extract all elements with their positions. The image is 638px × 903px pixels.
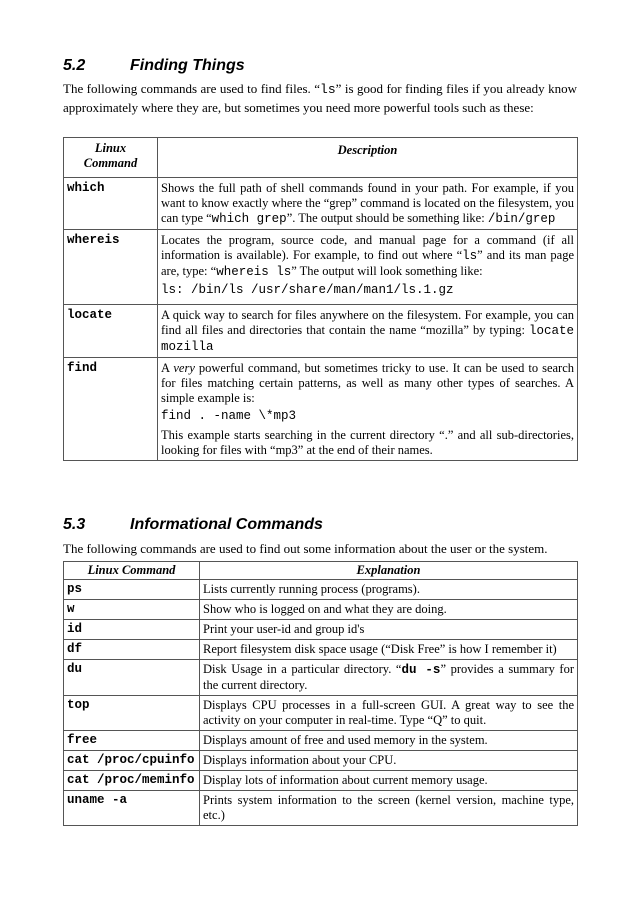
section-number: 5.2 (63, 57, 86, 74)
table-header-row (64, 562, 578, 580)
description-cell: Shows the full path of shell commands found in your path. For example, if you want to know exactly where the “grep” command is located on the filesystem, you can type “which grep”. The output should be something like: /bin/grep (158, 178, 578, 230)
code-example: find . -name \*mp3 (161, 409, 297, 423)
explanation-cell: Disk Usage in a particular directory. “du -s” provides a summary for the current directory. (200, 660, 578, 696)
section-title: Finding Things (130, 57, 245, 74)
command-cell: cat /proc/meminfo (64, 771, 200, 791)
command-cell: top (64, 696, 200, 731)
explanation-cell: Prints system information to the screen (kernel version, machine type, etc.) (200, 791, 578, 826)
table-row (64, 696, 578, 731)
explanation-cell: Displays information about your CPU. (200, 751, 578, 771)
table-row (64, 640, 578, 660)
column-header: Explanation (200, 562, 578, 580)
command-cell: which (64, 178, 158, 230)
description-text: This example starts searching in the current directory “.” and all sub-directories, looking for files with “mp3” at the end of their names. (161, 428, 574, 457)
command-cell: uname -a (64, 791, 200, 826)
table-header-row (64, 138, 578, 178)
section-title: Informational Commands (130, 516, 323, 533)
explanation-cell: Print your user-id and group id's (200, 620, 578, 640)
command-cell: locate (64, 305, 158, 358)
command-cell: ps (64, 580, 200, 600)
table-row (64, 358, 578, 461)
command-cell: du (64, 660, 200, 696)
command-cell: whereis (64, 230, 158, 305)
table-row (64, 660, 578, 696)
command-cell: cat /proc/cpuinfo (64, 751, 200, 771)
table-row (64, 771, 578, 791)
inline-code: ls (320, 82, 336, 97)
table-row (64, 600, 578, 620)
table-row (64, 620, 578, 640)
section-heading-finding-things (63, 57, 245, 75)
section-intro (63, 80, 577, 117)
table-row (64, 305, 578, 358)
explanation-cell: Show who is logged on and what they are doing. (200, 600, 578, 620)
table-row (64, 178, 578, 230)
command-cell: id (64, 620, 200, 640)
command-cell: free (64, 731, 200, 751)
section-intro: The following commands are used to find out some information about the user or the system. (63, 541, 548, 556)
table-row (64, 580, 578, 600)
command-cell: w (64, 600, 200, 620)
informational-commands-table (63, 561, 578, 826)
section-heading-informational (63, 516, 323, 534)
description-cell: A very powerful command, but sometimes tricky to use. It can be used to search for files matching certain patterns, as well as many other types of searches. A simple example is: find . -name \*mp3 This example starts searching in the current directory “.” and all sub-directories, looking for files with “mp3” at the end of their names. (158, 358, 578, 461)
table-row (64, 791, 578, 826)
column-header: Description (158, 138, 578, 178)
command-cell: find (64, 358, 158, 461)
explanation-cell: Displays amount of free and used memory in the system. (200, 731, 578, 751)
description-cell: Locates the program, source code, and manual page for a command (if all information is available). For example, to find out where “ls” and its man page are, type: “whereis ls” The output will look something like: ls: /bin/ls /usr/share/man/man1/ls.1.gz (158, 230, 578, 305)
code-example: ls: /bin/ls /usr/share/man/man1/ls.1.gz (161, 283, 454, 297)
table-row (64, 230, 578, 305)
command-cell: df (64, 640, 200, 660)
section-number: 5.3 (63, 516, 86, 533)
description-cell: A quick way to search for files anywhere on the filesystem. For example, you can find all files and directories that contain the name “mozilla” by typing: locate mozilla (158, 305, 578, 358)
column-header: Linux Command (64, 562, 200, 580)
column-header: Linux Command (64, 138, 158, 178)
explanation-cell: Displays CPU processes in a full-screen GUI. A great way to see the activity on your computer in real-time. Type “Q” to quit. (200, 696, 578, 731)
explanation-cell: Lists currently running process (programs). (200, 580, 578, 600)
intro-text: ” is good for finding files if you already know approximately where they are, but sometimes you need more powerful tools such as these: (63, 81, 577, 115)
explanation-cell: Display lots of information about current memory usage. (200, 771, 578, 791)
table-row (64, 731, 578, 751)
table-row (64, 751, 578, 771)
explanation-cell: Report filesystem disk space usage (“Disk Free” is how I remember it) (200, 640, 578, 660)
intro-text: The following commands are used to find files. “ (63, 81, 321, 96)
finding-commands-table (63, 137, 578, 461)
